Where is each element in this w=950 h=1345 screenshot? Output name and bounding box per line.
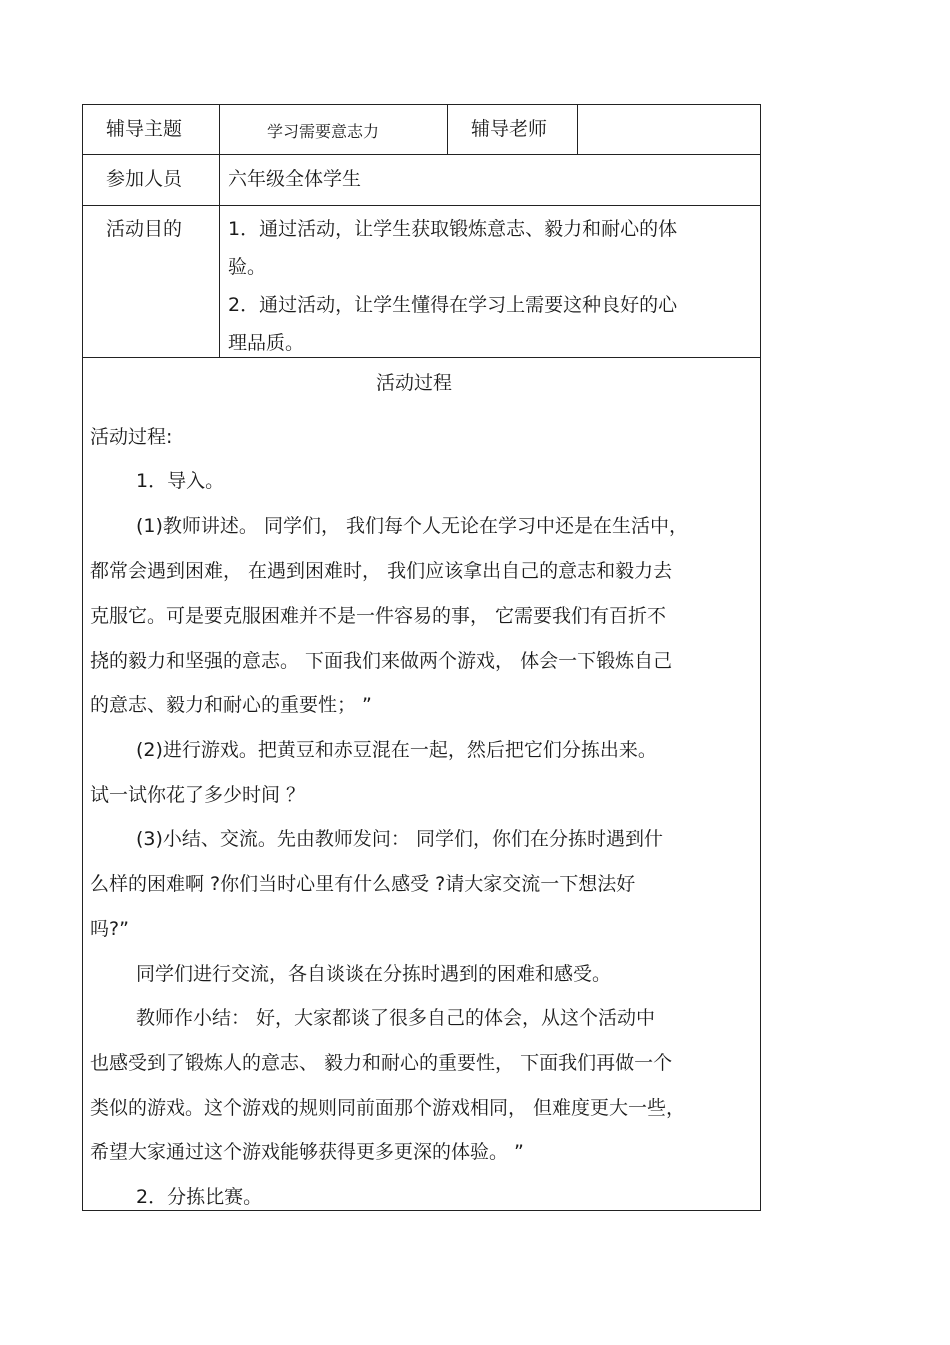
body-line: (3)小结、交流。先由教师发问： 同学们，你们在分拣时遇到什 bbox=[136, 828, 663, 850]
table-border-right bbox=[760, 104, 761, 1211]
body-line: (2)进行游戏。把黄豆和赤豆混在一起，然后把它们分拣出来。 bbox=[136, 739, 657, 761]
table-border-bottom bbox=[82, 1210, 761, 1211]
body-line: 活动过程: bbox=[90, 426, 173, 448]
purpose-line: 1．通过活动，让学生获取锻炼意志、毅力和耐心的体 bbox=[228, 218, 678, 240]
table-row-divider bbox=[82, 154, 761, 155]
body-line: 类似的游戏。这个游戏的规则同前面那个游戏相同， 但难度更大一些， bbox=[90, 1097, 686, 1119]
purpose-line: 理品质。 bbox=[228, 332, 305, 354]
process-heading: 活动过程 bbox=[376, 372, 453, 394]
body-line: (1)教师讲述。 同学们， 我们每个人无论在学习中还是在生活中， bbox=[136, 515, 688, 537]
participants-label: 参加人员 bbox=[106, 168, 183, 190]
table-border-left bbox=[82, 104, 83, 1211]
purpose-line: 2．通过活动，让学生懂得在学习上需要这种良好的心 bbox=[228, 294, 678, 316]
participants-value: 六年级全体学生 bbox=[228, 168, 362, 190]
body-line: 1．导入。 bbox=[136, 470, 225, 492]
table-column-divider bbox=[219, 104, 220, 358]
table-row-divider bbox=[82, 205, 761, 206]
table-column-divider bbox=[447, 104, 448, 155]
body-line: 克服它。可是要克服困难并不是一件容易的事， 它需要我们有百折不 bbox=[90, 605, 667, 627]
body-line: 也感受到了锻炼人的意志、 毅力和耐心的重要性， 下面我们再做一个 bbox=[90, 1052, 673, 1074]
body-line: 希望大家通过这个游戏能够获得更多更深的体验。 ” bbox=[90, 1141, 524, 1163]
body-line: 吗?” bbox=[90, 918, 129, 940]
purpose-label: 活动目的 bbox=[106, 218, 183, 240]
table-column-divider bbox=[577, 104, 578, 155]
topic-label: 辅导主题 bbox=[106, 118, 183, 140]
body-line: 挠的毅力和坚强的意志。 下面我们来做两个游戏， 体会一下锻炼自己 bbox=[90, 650, 673, 672]
body-line: 同学们进行交流，各自谈谈在分拣时遇到的困难和感受。 bbox=[136, 963, 612, 985]
table-row-divider bbox=[82, 357, 761, 358]
topic-value: 学习需要意志力 bbox=[267, 122, 380, 141]
body-line: 2．分拣比赛。 bbox=[136, 1186, 263, 1208]
body-line: 试一试你花了多少时间 ？ bbox=[90, 784, 306, 806]
body-line: 么样的困难啊 ?你们当时心里有什么感受 ?请大家交流一下想法好 bbox=[90, 873, 636, 895]
teacher-label: 辅导老师 bbox=[471, 118, 548, 140]
body-line: 都常会遇到困难， 在遇到困难时， 我们应该拿出自己的意志和毅力去 bbox=[90, 560, 673, 582]
table-border-top bbox=[82, 104, 761, 105]
body-line: 教师作小结： 好，大家都谈了很多自己的体会，从这个活动中 bbox=[136, 1007, 656, 1029]
purpose-line: 验。 bbox=[228, 256, 267, 278]
body-line: 的意志、毅力和耐心的重要性； ” bbox=[90, 694, 372, 716]
